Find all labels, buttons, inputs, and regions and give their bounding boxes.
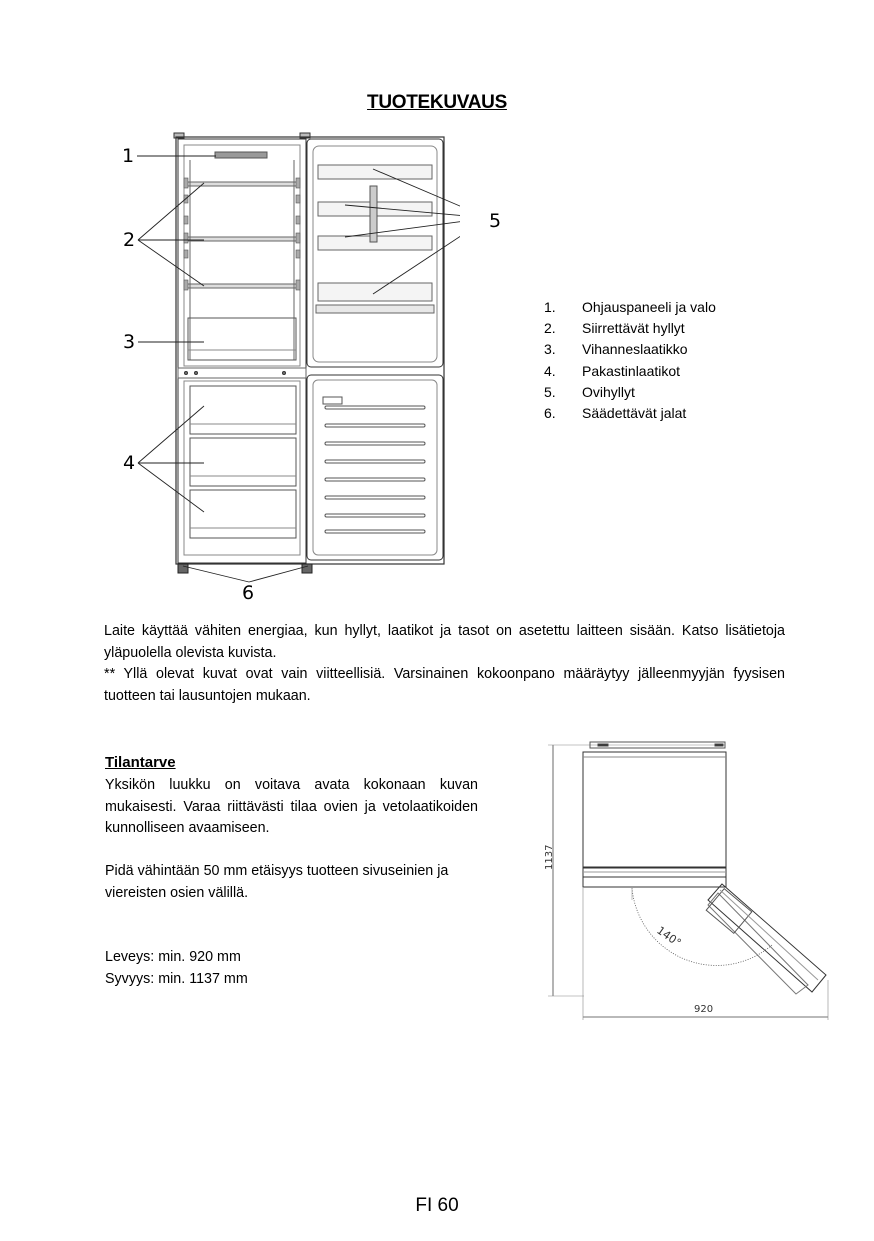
intro-paragraph: Laite käyttää vähiten energiaa, kun hyllyt, laatikot ja tasot on asetettu laitteen sisään. Katso lisätietoja yläpuolella olevista kuvista. xyxy=(104,623,785,661)
clearance-paragraph: Pidä vähintään 50 mm etäisyys tuotteen sivuseinien ja viereisten osien välillä. xyxy=(105,863,449,901)
legend-label: Ohjauspaneeli ja valo xyxy=(582,298,716,315)
callout-3: 3 xyxy=(123,331,136,353)
legend-label: Säädettävät jalat xyxy=(582,405,687,422)
callout-2: 2 xyxy=(123,229,136,251)
door-opening-paragraph: Yksikön luukku on voitava avata kokonaan kuvan mukaisesti. Varaa riittävästi tilaa ovien ja vetolaatikoiden kunnolliseen avaamiseen. xyxy=(105,777,478,836)
legend-number: 2. xyxy=(544,319,556,336)
min-width: Leveys: min. 920 mm xyxy=(105,949,241,965)
width-dimension-label: 920 xyxy=(694,1004,714,1015)
door-opening-diagram xyxy=(540,738,840,1028)
legend-number: 6. xyxy=(544,405,556,422)
legend-item xyxy=(544,381,716,402)
callout-5: 5 xyxy=(489,210,502,232)
legend-number: 3. xyxy=(544,341,556,358)
callout-1: 1 xyxy=(122,145,135,167)
legend-label: Ovihyllyt xyxy=(582,383,635,400)
disclaimer-paragraph: ** Yllä olevat kuvat ovat vain viitteellisiä. Varsinainen kokoonpano määräytyy jälleenmyyjän fyysisen tuotteen tai lausuntojen mukaan. xyxy=(104,666,785,704)
callout-4: 4 xyxy=(123,452,136,474)
page-number: FI 60 xyxy=(415,1195,459,1216)
space-requirement-text xyxy=(105,775,478,990)
legend-item xyxy=(544,402,716,423)
min-depth: Syvyys: min. 1137 mm xyxy=(105,970,248,987)
depth-dimension-label: 1137 xyxy=(544,844,555,870)
legend-item xyxy=(544,296,716,317)
section-title: Tilantarve xyxy=(105,754,176,771)
legend-item xyxy=(544,360,716,381)
door-angle-label: 140° xyxy=(654,923,684,950)
page-title: TUOTEKUVAUS xyxy=(367,92,507,113)
legend-item xyxy=(544,339,716,360)
parts-legend xyxy=(544,296,716,424)
legend-number: 4. xyxy=(544,362,556,379)
intro-text xyxy=(104,621,785,707)
fridge-diagram xyxy=(100,125,460,585)
legend-label: Vihanneslaatikko xyxy=(582,341,688,358)
legend-item xyxy=(544,317,716,338)
legend-label: Pakastinlaatikot xyxy=(582,362,681,379)
legend-number: 1. xyxy=(544,298,556,315)
legend-number: 5. xyxy=(544,383,556,400)
callout-6: 6 xyxy=(242,582,255,604)
legend-label: Siirrettävät hyllyt xyxy=(582,319,685,336)
